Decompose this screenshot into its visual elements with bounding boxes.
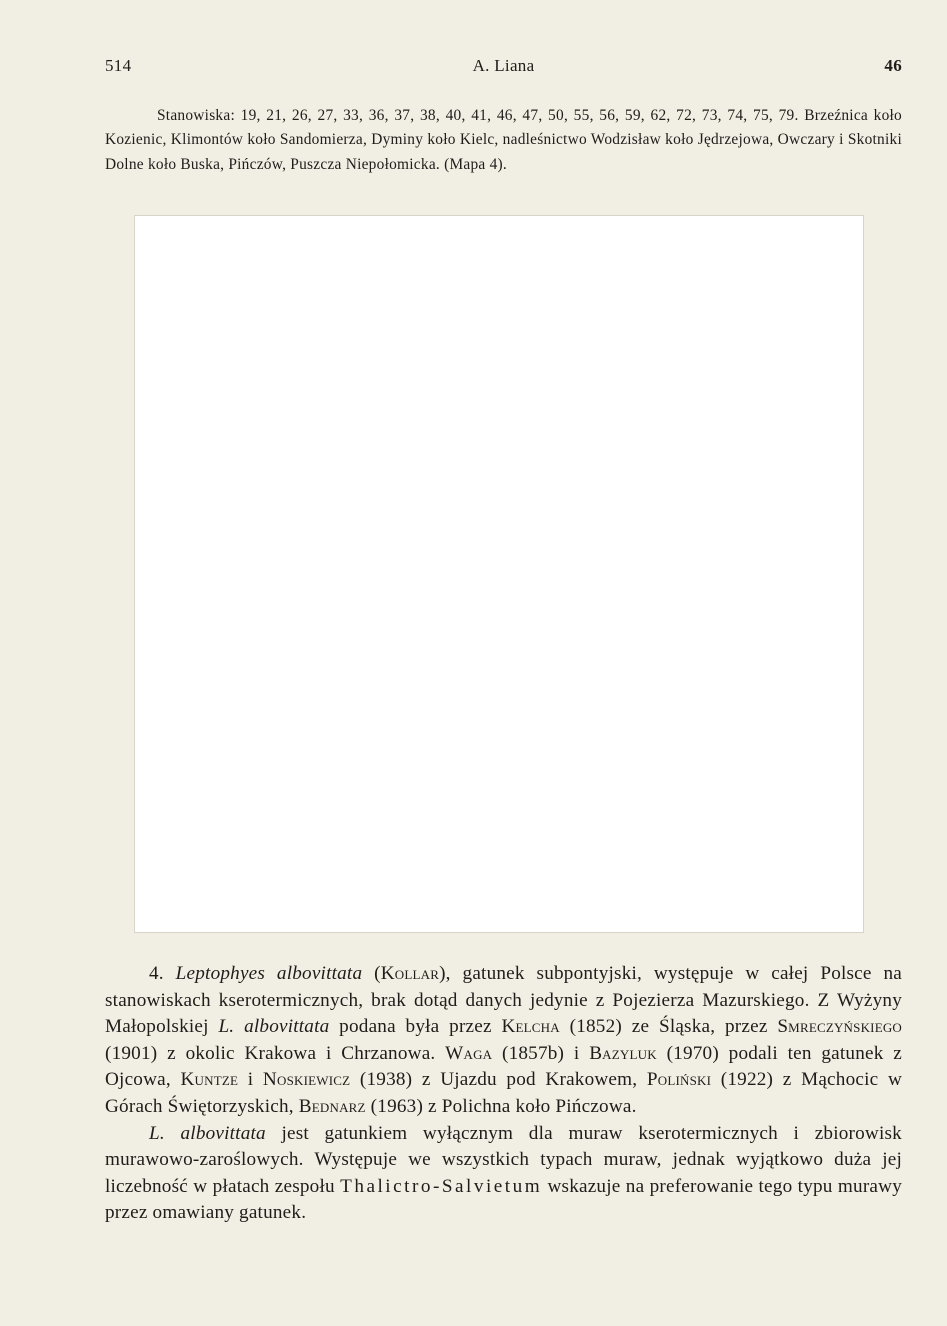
reference-author: Noskiewicz xyxy=(262,1069,351,1091)
reference-author: Bazyluk xyxy=(589,1042,657,1064)
association-name: Thalictro-Salvietum xyxy=(340,1175,543,1197)
reference-author: Waga xyxy=(445,1042,493,1064)
reference-author: Poliński xyxy=(646,1069,712,1091)
reference-author: Smreczyńskiego xyxy=(777,1016,903,1038)
species-number: 4. xyxy=(149,963,164,984)
volume-number: 46 xyxy=(884,56,902,75)
text-segment: (1922) z Mąchocic w Górach Świętorzyskich, xyxy=(105,1069,902,1117)
page-header xyxy=(105,56,902,82)
text-segment: (1963) z Polichna koło Pińczowa. xyxy=(365,1095,637,1117)
text-segment: wskazuje na preferowanie tego typu murawy przez omawiany gatunek. xyxy=(105,1175,902,1224)
text-segment: (1938) z Ujazdu pod Krakowem, xyxy=(350,1069,647,1091)
map-figure xyxy=(134,215,864,933)
habitat-paragraph xyxy=(105,1121,902,1227)
species-name: Leptophyes albovittata xyxy=(175,963,363,984)
stations-label: Stanowiska: xyxy=(157,107,235,124)
text-segment: (1970) podali ten gatunek z Ojcowa, xyxy=(105,1042,902,1091)
species-author: Kollar xyxy=(380,963,440,984)
text-segment: podana była przez xyxy=(329,1016,502,1038)
species-abbrev: L. albovittata xyxy=(218,1016,330,1038)
stations-paragraph xyxy=(105,104,902,177)
text-segment: (1857b) i xyxy=(492,1042,590,1064)
running-head-author: A. Liana xyxy=(472,56,535,75)
text-segment: (1852) ze Śląska, przez xyxy=(559,1016,778,1038)
stations-text: 19, 21, 26, 27, 33, 36, 37, 38, 40, 41, 46, 47, 50, 55, 56, 59, 62, 72, 73, 74, 75, 79. Brzeźnica koło Kozienic, Klimontów koło Sandomierza, Dyminy koło Kielc, nadleśnictwo Wodzisław koło Jędrzejowa, Owczary i Skotniki Dolne koło Buska, Pińczów, Puszcza Niepołomicka. (Mapa 4). xyxy=(105,107,902,173)
reference-author: Bednarz xyxy=(298,1095,366,1117)
main-text xyxy=(105,961,902,1227)
species-paragraph: 4. Leptophyes albovittata (Kollar), gatunek subpontyjski, występuje w całej Polsce na stanowiskach kserotermicznych, brak dotąd danych jedynie z Pojezierza Mazurskiego. Z Wyżyny Małopolskiej L. albovittata podana była przez Kelcha (1852) ze Śląska, przez Smreczyńskiego (1901) z okolic Krakowa i Chrzanowa. Waga (1857b) i Bazyluk (1970) podali ten gatunek z Ojcowa, Kuntze i Noskiewicz (1938) z Ujazdu pod Krakowem, Poliński (1922) z Mąchocic w Górach Świętorzyskich, Bednarz (1963) z Polichna koło Pińczowa. xyxy=(105,963,903,1117)
species-abbrev: L. albovittata xyxy=(149,1122,266,1144)
text-segment: ), gatunek subpontyjski, występuje w całej Polsce na stanowiskach kserotermicznych, brak dotąd danych jedynie z Pojezierza Mazurskiego. Z Wyżyny Małopolskiej xyxy=(105,963,902,1038)
reference-author: Kelcha xyxy=(501,1016,560,1038)
page-number: 514 xyxy=(105,56,132,75)
text-segment: i xyxy=(238,1069,263,1091)
text-segment: (1901) z okolic Krakowa i Chrzanowa. xyxy=(105,1042,446,1064)
reference-author: Kuntze xyxy=(180,1069,239,1091)
text-segment: jest gatunkiem wyłącznym dla muraw kserotermicznych i zbiorowisk murawowo-zaroślowych. Występuje we wszystkich typach muraw, jednak wyjątkowo duża jej liczebność w płatach zespołu xyxy=(105,1122,902,1197)
